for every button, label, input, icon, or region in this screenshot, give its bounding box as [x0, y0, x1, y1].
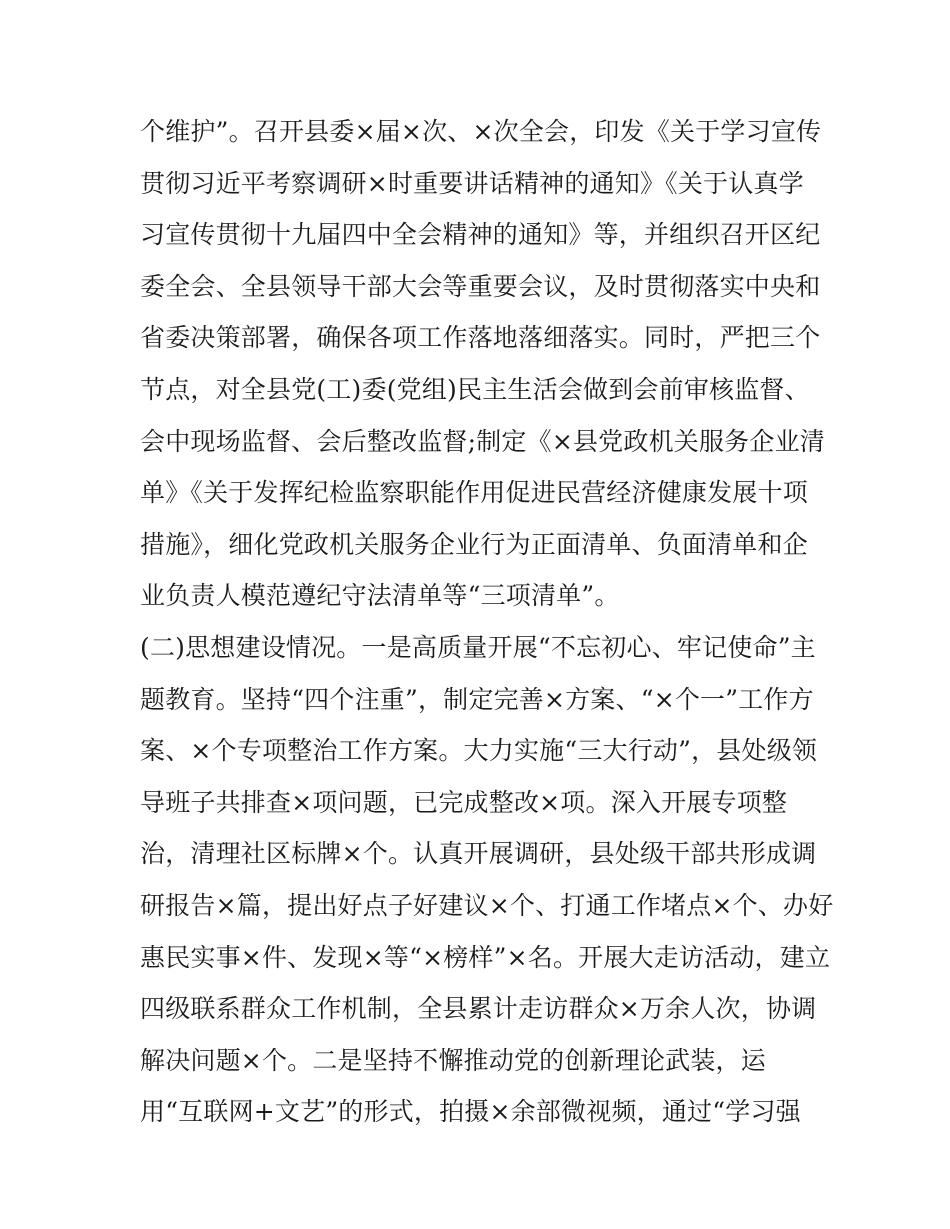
text-line: 研报告×篇，提出好点子好建议×个、打通工作堵点×个、办好 — [140, 890, 834, 920]
text-line: 贯彻习近平考察调研×时重要讲话精神的通知》《关于认真学 — [140, 168, 804, 198]
body-text — [140, 106, 834, 1138]
section-heading-line: (二)思想建设情况。一是高质量开展“不忘初心、牢记使命”主 — [140, 632, 816, 662]
text-line: 委全会、全县领导干部大会等重要会议，及时贯彻落实中央和 — [140, 271, 821, 301]
text-line: 业负责人模范遵纪守法清单等“三项清单”。 — [140, 581, 620, 611]
text-line: 个维护”。召开县委×届×次、×次全会，印发《关于学习宣传 — [140, 117, 822, 146]
text-line: 会中现场监督、会后整改监督;制定《×县党政机关服务企业清 — [140, 426, 825, 456]
text-line: 四级联系群众工作机制，全县累计走访群众×万余人次，协调 — [140, 994, 817, 1024]
text-line: 导班子共排查×项问题，已完成整改×项。深入开展专项整 — [140, 787, 788, 817]
text-line: 惠民实事×件、发现×等“×榜样”×名。开展大走访活动，建立 — [140, 942, 831, 972]
text-line: 省委决策部署，确保各项工作落地落细落实。同时，严把三个 — [140, 323, 821, 353]
text-line: 习宣传贯彻十九届四中全会精神的通知》等，并组织召开区纪 — [140, 220, 821, 250]
text-line: 解决问题×个。二是坚持不懈推动党的创新理论武装，运 — [140, 1045, 766, 1075]
text-line: 节点，对全县党(工)委(党组)民主生活会做到会前审核监督、 — [140, 374, 810, 404]
text-line: 措施》，细化党政机关服务企业行为正面清单、负面清单和企 — [140, 529, 808, 559]
text-line: 案、×个专项整治工作方案。大力实施“三大行动”，县处级领 — [140, 736, 818, 766]
text-line: 用“互联网+文艺”的形式，拍摄×余部微视频，通过“学习强 — [140, 1097, 801, 1127]
text-line: 题教育。坚持“四个注重”，制定完善×方案、“×个一”工作方 — [140, 684, 814, 714]
text-line: 单》《关于发挥纪检监察职能作用促进民营经济健康发展十项 — [140, 478, 808, 508]
text-line: 治，清理社区标牌×个。认真开展调研，县处级干部共形成调 — [140, 839, 817, 869]
